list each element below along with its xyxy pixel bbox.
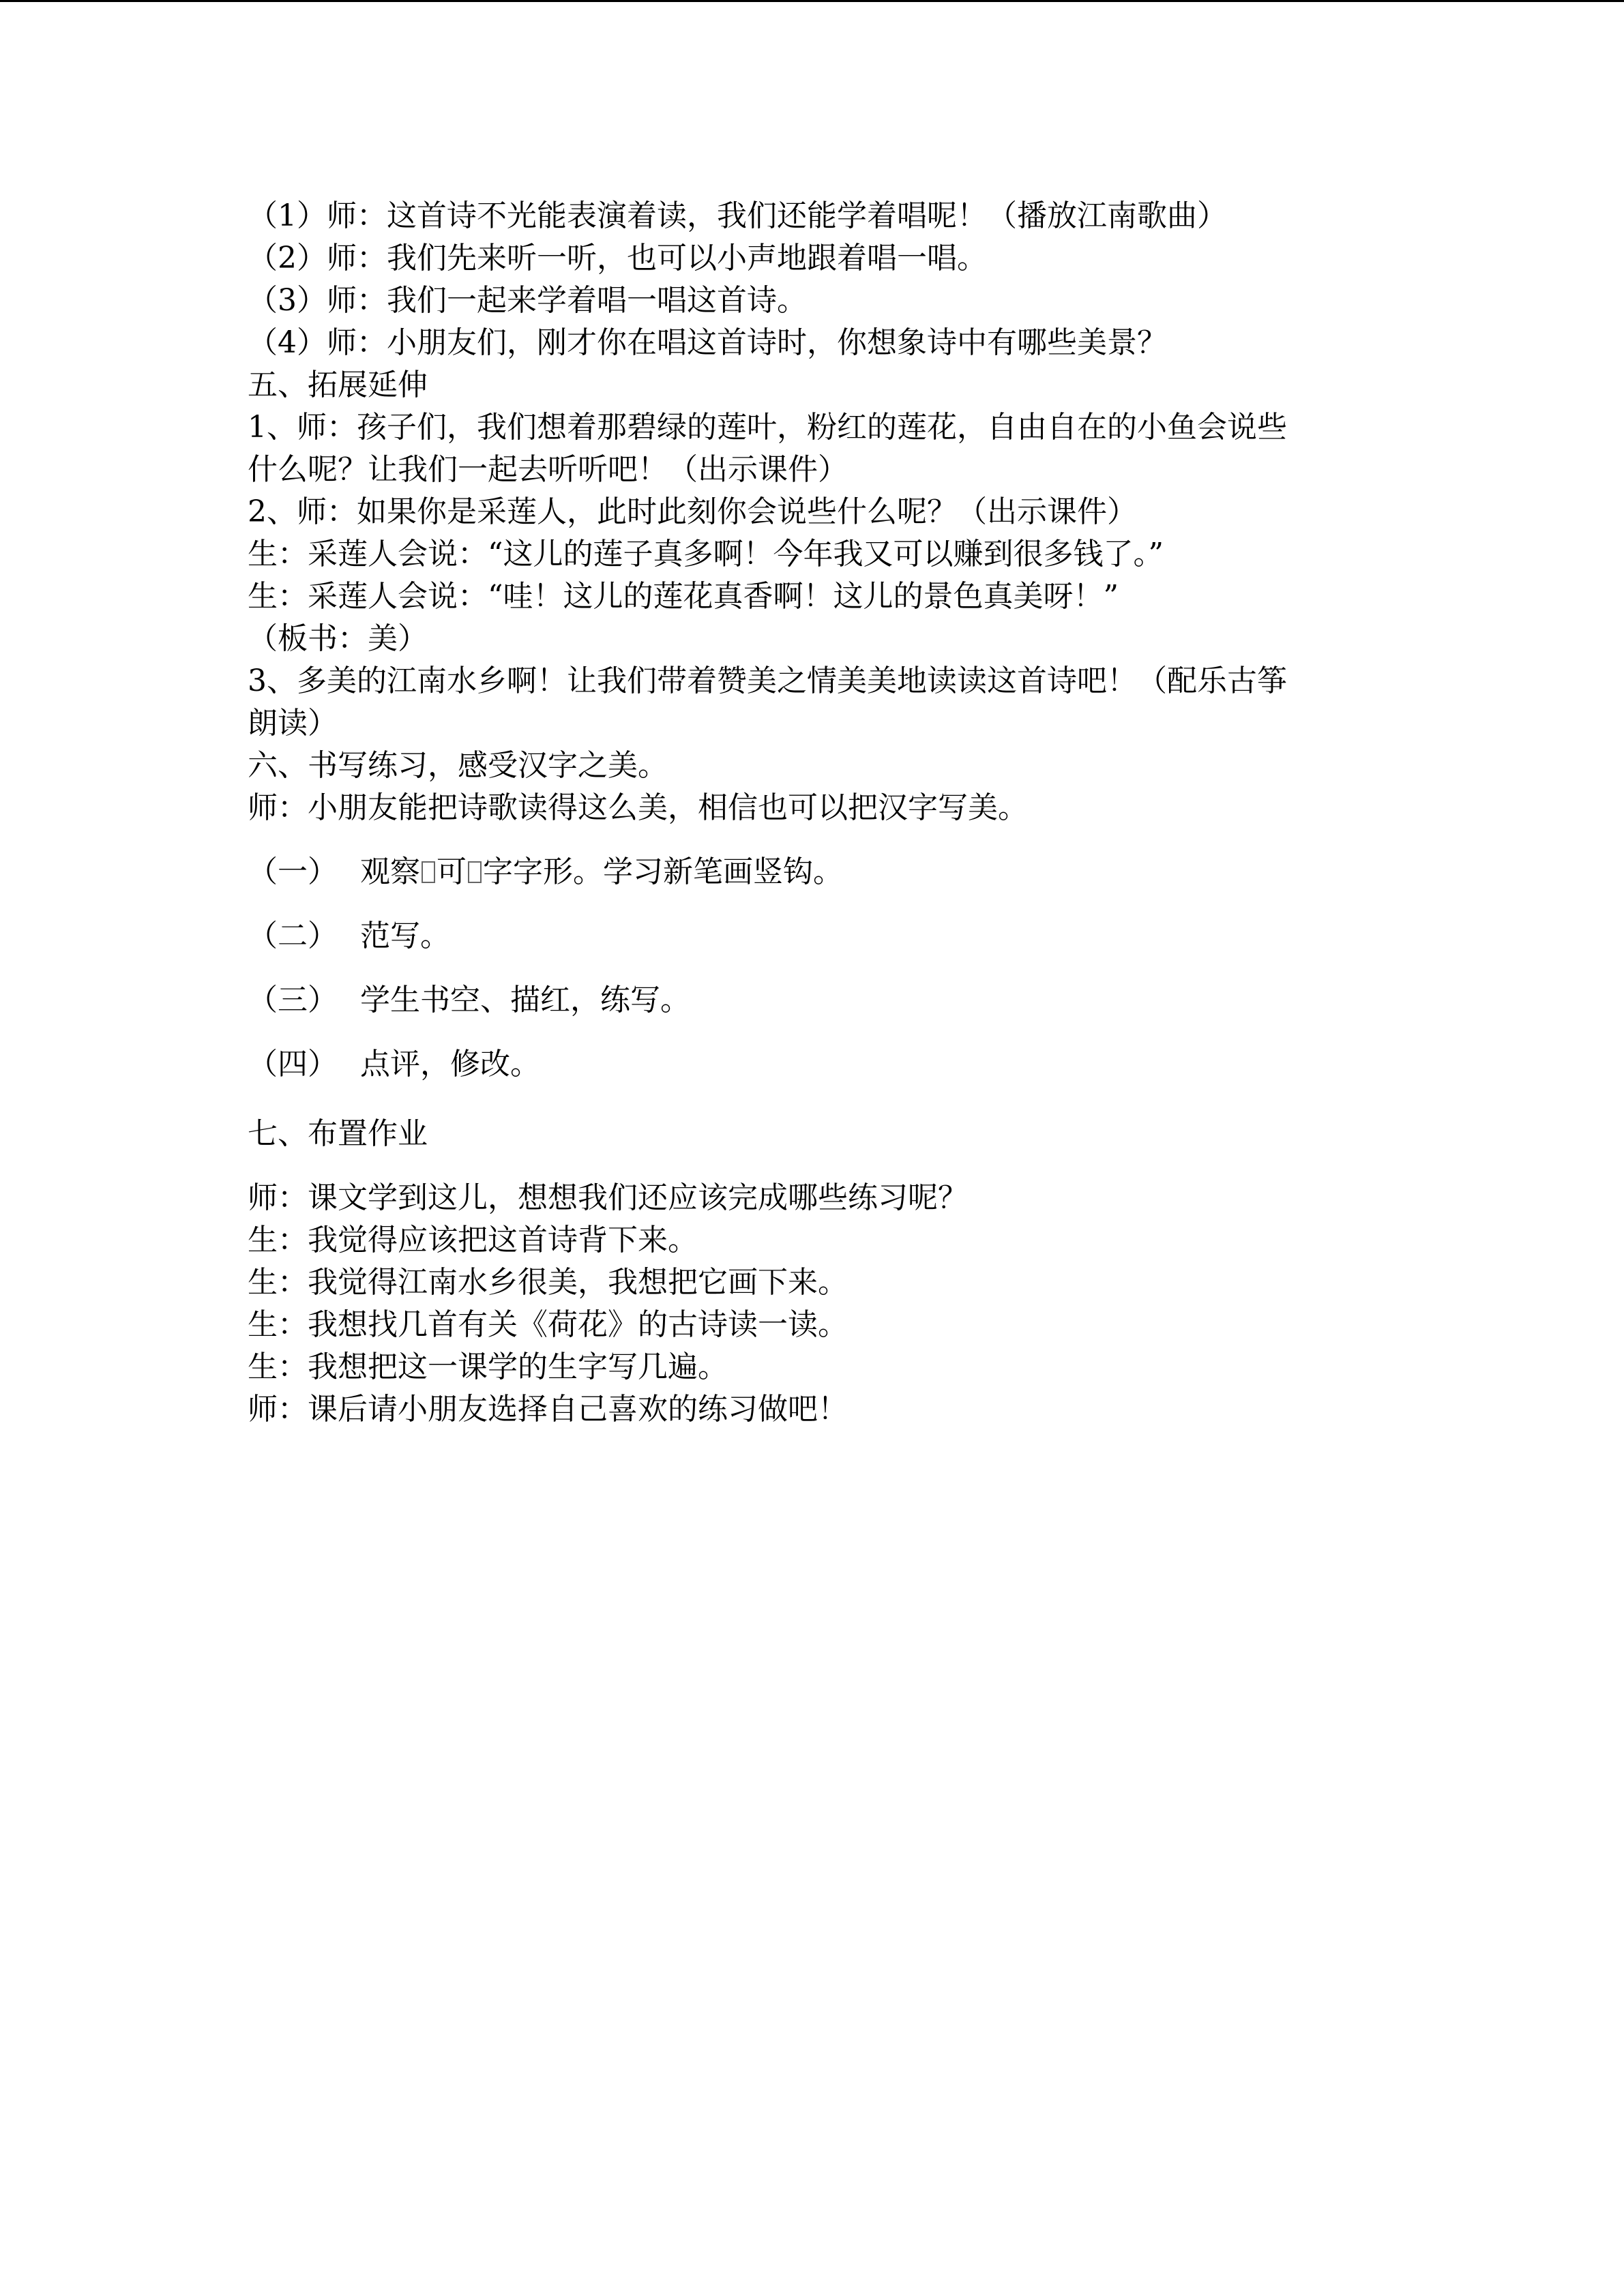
step-number: （二） xyxy=(248,919,338,953)
text-line: 师：小朋友能把诗歌读得这么美，相信也可以把汉字写美。 xyxy=(248,790,1028,825)
document-page xyxy=(248,195,1380,1431)
text-line: 1、师：孩子们，我们想着那碧绿的莲叶，粉红的莲花，自由自在的小鱼会说些 xyxy=(248,410,1287,445)
text-line: 师：课文学到这儿，想想我们还应该完成哪些练习呢？ xyxy=(248,1180,968,1215)
text-line: 生：采莲人会说：“哇！这儿的莲花真香啊！这儿的景色真美呀！” xyxy=(248,579,1119,614)
text-line: 生：我想把这一课学的生字写几遍。 xyxy=(248,1350,728,1384)
missing-glyph-box xyxy=(468,861,482,883)
text-line: 什么呢？让我们一起去听听吧！（出示课件） xyxy=(248,452,848,487)
text-line: （1）师：这首诗不光能表演着读，我们还能学着唱呢！（播放江南歌曲） xyxy=(248,198,1227,233)
step-text: 点评，修改。 xyxy=(360,1047,540,1082)
step-number: （四） xyxy=(248,1047,338,1082)
step-text: 观察 可 字字形。学习新笔画竖钩。 xyxy=(360,854,843,889)
text-line: 生：我觉得应该把这首诗背下来。 xyxy=(248,1223,698,1257)
text-line: 2、师：如果你是采莲人，此时此刻你会说些什么呢？（出示课件） xyxy=(248,494,1137,529)
section-heading-5: 五、拓展延伸 xyxy=(248,368,428,402)
text-line: 生：采莲人会说：“这儿的莲子真多啊！今年我又可以赚到很多钱了。” xyxy=(248,537,1164,571)
text-line: （3）师：我们一起来学着唱一唱这首诗。 xyxy=(248,283,807,318)
section-heading-7: 七、布置作业 xyxy=(248,1116,428,1151)
text-line: 生：我觉得江南水乡很美，我想把它画下来。 xyxy=(248,1265,848,1300)
step-text: 学生书空、描红，练写。 xyxy=(360,983,690,1017)
text-line: （4）师：小朋友们，刚才你在唱这首诗时，你想象诗中有哪些美景？ xyxy=(248,325,1167,360)
page-top-border xyxy=(0,0,1624,2)
text-line: （板书：美） xyxy=(248,621,428,656)
step-text: 范写。 xyxy=(360,919,450,953)
step-4 xyxy=(248,1043,1380,1086)
text-line: （2）师：我们先来听一听，也可以小声地跟着唱一唱。 xyxy=(248,241,987,275)
step-char: 可 xyxy=(437,854,467,889)
text-line: 师：课后请小朋友选择自己喜欢的练习做吧！ xyxy=(248,1392,848,1427)
step-2 xyxy=(248,915,1380,957)
step-3 xyxy=(248,979,1380,1022)
step-number: （一） xyxy=(248,854,338,889)
text-line: 朗读） xyxy=(248,706,338,741)
lesson-part-1 xyxy=(248,195,1380,829)
text-line: 3、多美的江南水乡啊！让我们带着赞美之情美美地读读这首诗吧！（配乐古筝 xyxy=(248,664,1287,698)
step-number: （三） xyxy=(248,983,338,1017)
missing-glyph-box xyxy=(422,861,435,883)
lesson-part-2 xyxy=(248,1177,1380,1431)
text-line: 生：我想找几首有关《荷花》的古诗读一读。 xyxy=(248,1307,848,1342)
step-1 xyxy=(248,851,1380,893)
section-heading-6: 六、书写练习，感受汉字之美。 xyxy=(248,748,668,783)
